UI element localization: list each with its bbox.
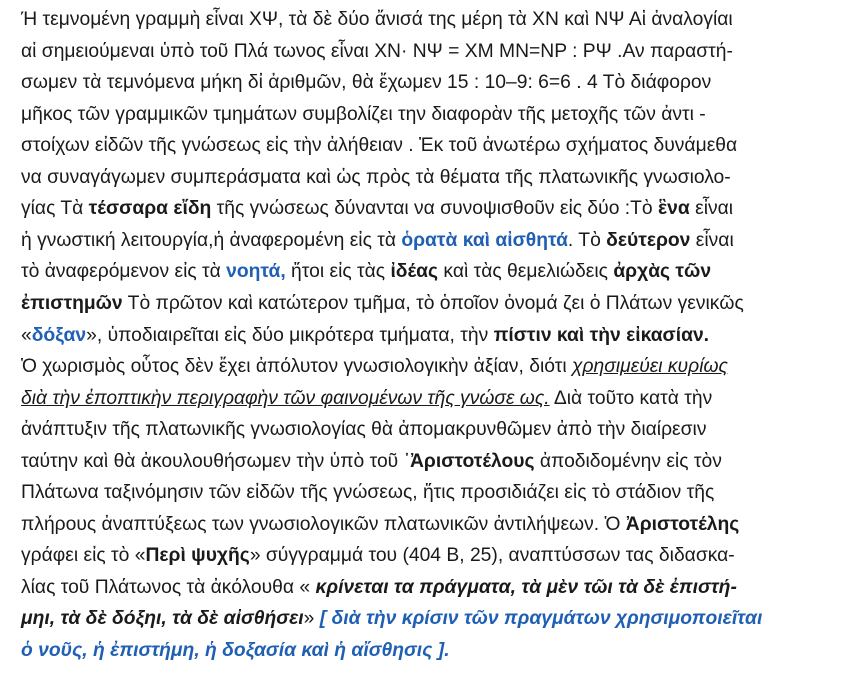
text-run: εἶναι xyxy=(690,229,734,251)
text-line xyxy=(21,603,762,634)
text-line xyxy=(21,635,450,666)
text-run: Ἀριστοτέλους xyxy=(410,450,535,472)
text-run: δόξαν xyxy=(31,324,87,346)
text-run: καὶ τὰς θεμελιώδεις xyxy=(438,261,614,283)
text-run: εἶναι xyxy=(689,198,734,220)
text-run: γράφει εἰς τὸ « xyxy=(21,545,146,567)
text-run: τέσσαρα εἴδη xyxy=(88,198,212,220)
text-line xyxy=(21,4,733,35)
text-run: γίας Τὰ xyxy=(21,198,89,220)
text-line xyxy=(21,320,709,351)
text-line xyxy=(21,383,712,414)
text-run: ὁρατὰ καὶ αἰσθητά xyxy=(401,229,568,251)
text-line xyxy=(21,414,706,445)
text-run: ἀποδιδομένην εἰς τὸν xyxy=(534,450,722,472)
text-run: » σύγγραμμά του (404 Β, 25), αναπτύσσων τας διδασκα- xyxy=(249,545,735,567)
text-run: Ή τεμνομένη γραμμὴ εἶναι ΧΨ, τὰ δὲ δύο ἄνισά της μέρη τὰ ΧΝ καὶ ΝΨ Αἱ ἀναλογίαι xyxy=(21,9,733,30)
text-line xyxy=(21,477,714,508)
text-line xyxy=(21,225,734,256)
text-run: τῆς γνώσεως δύνανται να συνοψισθοῦν εἰς δύο :Τὸ xyxy=(211,198,659,220)
text-run: ἡ γνωστική λειτουργία,ἡ ἀναφερομένη εἰς τὰ xyxy=(21,229,402,251)
text-run: Τὸ πρῶτον καὶ κατώτερον τμῆμα, τὸ ὁποῖον ὀνομά ζει ὁ Πλάτων γενικῶς xyxy=(122,292,744,314)
text-line xyxy=(21,572,737,603)
text-run: στοίχων εἰδῶν τῆς γνώσεως εἰς τὴν ἀλήθειαν . Ἐκ τοῦ ἀνωτέρω σχήματος δυνάμεθα xyxy=(21,135,738,157)
text-run: μηι, τὰ δὲ δόξηι, τὰ δὲ αἰσθήσει xyxy=(21,608,304,630)
text-run: λίας τοῦ Πλάτωνος τὰ ἀκόλουθα « xyxy=(21,576,316,598)
text-line xyxy=(21,540,735,571)
text-run: ἤτοι εἰς τὰς xyxy=(285,261,391,283)
text-line xyxy=(21,36,733,67)
text-run: Πλάτωνα ταξινόμησιν τῶν εἰδῶν τῆς γνώσεως, ἥτις προσιδιάζει εἰς τὸ στάδιον τῆς xyxy=(21,482,715,504)
text-line xyxy=(21,288,744,319)
text-run: Ὁ χωρισμὸς οὗτος δὲν ἔχει ἀπόλυτον γνωσιολογικὴν ἀξίαν, διότι xyxy=(21,356,572,378)
text-run: Περὶ ψυχῆς xyxy=(145,545,250,567)
text-run: να συναγάγωμεν συμπεράσματα καὶ ὡς πρὸς τὰ θέματα τῆς πλατωνικῆς γνωσιολο- xyxy=(21,166,731,188)
text-line xyxy=(21,351,728,382)
text-run: πλήρους ἀναπτύξεως των γνωσιολογικῶν πλατωνικῶν ἀντιλήψεων. Ὁ xyxy=(21,513,626,535)
text-line xyxy=(21,509,739,540)
text-run: « xyxy=(21,324,32,346)
text-run: [ διὰ τὴν κρίσιν τῶν πραγμάτων χρησιμοποιεῖται xyxy=(319,608,763,630)
text-line xyxy=(21,446,722,477)
text-run: Διὰ τοῦτο κατὰ τὴν xyxy=(549,387,713,409)
text-run: νοητά, xyxy=(226,261,286,283)
text-run: . Τὸ xyxy=(567,229,607,251)
text-line xyxy=(21,67,711,98)
text-run: πίστιν καὶ τὴν εἰκασίαν. xyxy=(493,324,710,346)
text-run: ταύτην καὶ θὰ ἀκουλουθήσωμεν τὴν ὑπὸ τοῦ ᾽ xyxy=(21,450,410,472)
text-line xyxy=(21,162,731,193)
text-line xyxy=(21,130,737,161)
text-run: ἀνάπτυξιν τῆς πλατωνικῆς γνωσιολογίας θὰ ἀπομακρυνθῶμεν ἀπὸ τὴν διαίρεσιν xyxy=(21,419,707,441)
text-run: διὰ τὴν ἐποπτικὴν περιγραφὴν τῶν φαινομένων τῆς γνώσε ως. xyxy=(21,387,550,409)
text-run: » xyxy=(303,608,320,630)
text-run: σωμεν τὰ τεμνόμενα μήκη δἰ ἀριθμῶν, θὰ ἔχωμεν 15 : 10–9: 6=6 . 4 Τὸ διάφορον xyxy=(21,72,712,94)
text-run: δεύτερον xyxy=(606,229,691,251)
text-run: χρησιμεύει κυρίως xyxy=(571,356,728,378)
text-run: ἀρχὰς τῶν xyxy=(613,261,712,283)
text-line xyxy=(21,256,711,287)
text-run: κρίνεται τα πράγματα, τὰ μὲν τῶι τὰ δὲ ἐπιστή- xyxy=(315,576,737,598)
text-line xyxy=(21,99,706,130)
text-run: ὁ νοῦς, ἡ ἐπιστήμη, ἡ δοξασία καὶ ἡ αἴσθησις ]. xyxy=(21,640,450,661)
text-run: ἓνα xyxy=(658,198,690,220)
text-run: αἱ σημειούμεναι ὑπὸ τοῦ Πλά τωνος εἶναι ΧΝ· ΝΨ = ΧΜ ΜΝ=ΝΡ : ΡΨ .Αν παραστή- xyxy=(21,40,733,62)
text-run: ἰδέας xyxy=(390,261,439,283)
text-line xyxy=(21,193,733,224)
text-run: Ἀριστοτέλης xyxy=(625,513,740,535)
text-run: ἐπιστημῶν xyxy=(21,292,123,314)
text-run: τὸ ἀναφερόμενον εἰς τὰ xyxy=(21,261,227,283)
text-run: μῆκος τῶν γραμμικῶν τμημάτων συμβολίζει την διαφορὰν τῆς μετοχῆς τῶν ἀντι - xyxy=(21,103,706,125)
text-run: », ὑποδιαιρεῖται εἰς δύο μικρότερα τμήματα, τὴν xyxy=(86,324,494,346)
